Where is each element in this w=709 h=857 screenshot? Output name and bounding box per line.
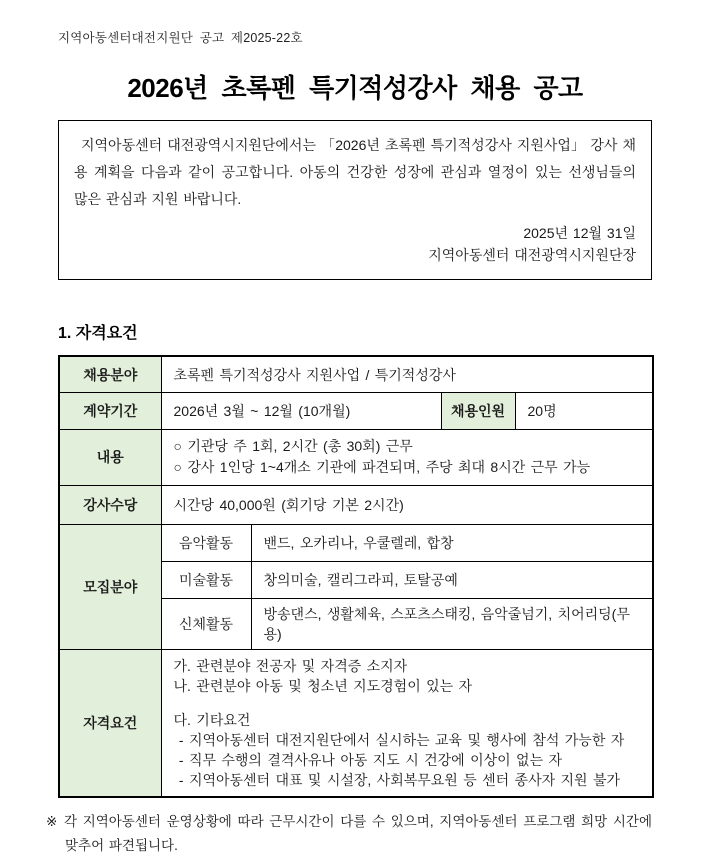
intro-box <box>58 120 652 280</box>
table-row-pay <box>59 485 653 524</box>
area-value: 밴드, 오카리나, 우쿨렐레, 합창 <box>251 524 653 561</box>
headcount-value: 20명 <box>515 392 653 429</box>
qualification-table <box>58 355 654 798</box>
duties-label: 내용 <box>59 429 161 485</box>
area-value: 창의미술, 캘리그라피, 토탈공예 <box>251 561 653 598</box>
qualification-line: 다. 기타요건 <box>173 711 251 728</box>
recruit-field-label: 채용분야 <box>59 356 161 392</box>
table-row-area-music <box>59 524 653 561</box>
qualifications-label: 자격요건 <box>59 649 161 797</box>
table-row-recruit-field <box>59 356 653 392</box>
qualification-line: 가. 관련분야 전공자 및 자격증 소지자 <box>173 657 408 674</box>
contract-period-value: 2026년 3월 ~ 12월 (10개월) <box>161 392 441 429</box>
table-row-qualifications <box>59 649 653 797</box>
table-row-duties <box>59 429 653 485</box>
issue-date: 2025년 12월 31일 <box>523 224 636 241</box>
area-category: 음악활동 <box>161 524 251 561</box>
qualification-line: - 지역아동센터 대표 및 시설장, 사회복무요원 등 센터 종사자 지원 불가 <box>173 771 621 788</box>
recruit-field-value: 초록펜 특기적성강사 지원사업 / 특기적성강사 <box>161 356 653 392</box>
recruit-areas-label: 모집분야 <box>59 524 161 649</box>
headcount-label: 채용인원 <box>441 392 515 429</box>
issuer-name: 지역아동센터 대전광역시지원단장 <box>428 247 636 264</box>
footnote: ※ 각 지역아동센터 운영상황에 따라 근무시간이 다를 수 있으며, 지역아동센터 프로그램 희망 시간에 맞추어 파견됩니다. <box>46 813 652 853</box>
qualification-group-1 <box>174 656 641 696</box>
qualifications-value <box>161 649 653 797</box>
date-block <box>74 222 636 267</box>
qualification-line: - 지역아동센터 대전지원단에서 실시하는 교육 및 행사에 참석 가능한 자 <box>173 731 625 748</box>
qualification-group-2 <box>174 710 641 790</box>
duties-value <box>161 429 653 485</box>
qualification-line: 나. 관련분야 아동 및 청소년 지도경험이 있는 자 <box>173 677 473 694</box>
doc-number: 지역아동센터대전지원단 공고 제2025-22호 <box>58 31 303 45</box>
area-value: 방송댄스, 생활체육, 스포츠스태킹, 음악줄넘기, 치어리딩(무용) <box>251 598 653 649</box>
qualification-line: - 직무 수행의 결격사유나 아동 지도 시 건강에 이상이 없는 자 <box>173 751 563 768</box>
pay-value: 시간당 40,000원 (회기당 기본 2시간) <box>161 485 653 524</box>
area-category: 신체활동 <box>161 598 251 649</box>
duty-line: ○ 기관당 주 1회, 2시간 (총 30회) 근무 <box>173 438 413 455</box>
pay-label: 강사수당 <box>59 485 161 524</box>
contract-period-label: 계약기간 <box>59 392 161 429</box>
area-category: 미술활동 <box>161 561 251 598</box>
page-title: 2026년 초록펜 특기적성강사 채용 공고 <box>127 73 583 103</box>
duty-line: ○ 강사 1인당 1~4개소 기관에 파견되며, 주당 최대 8시간 근무 가능 <box>173 459 591 476</box>
section-heading: 1. 자격요건 <box>58 325 138 343</box>
table-row-contract-period <box>59 392 653 429</box>
intro-paragraph: 지역아동센터 대전광역시지원단에서는 「2026년 초록펜 특기적성강사 지원사업」 강사 채용 계획을 다음과 같이 공고합니다. 아동의 건강한 성장에 관심과 열정이 있는 선생님들의 많은 관심과 지원 바랍니다. <box>74 137 636 207</box>
